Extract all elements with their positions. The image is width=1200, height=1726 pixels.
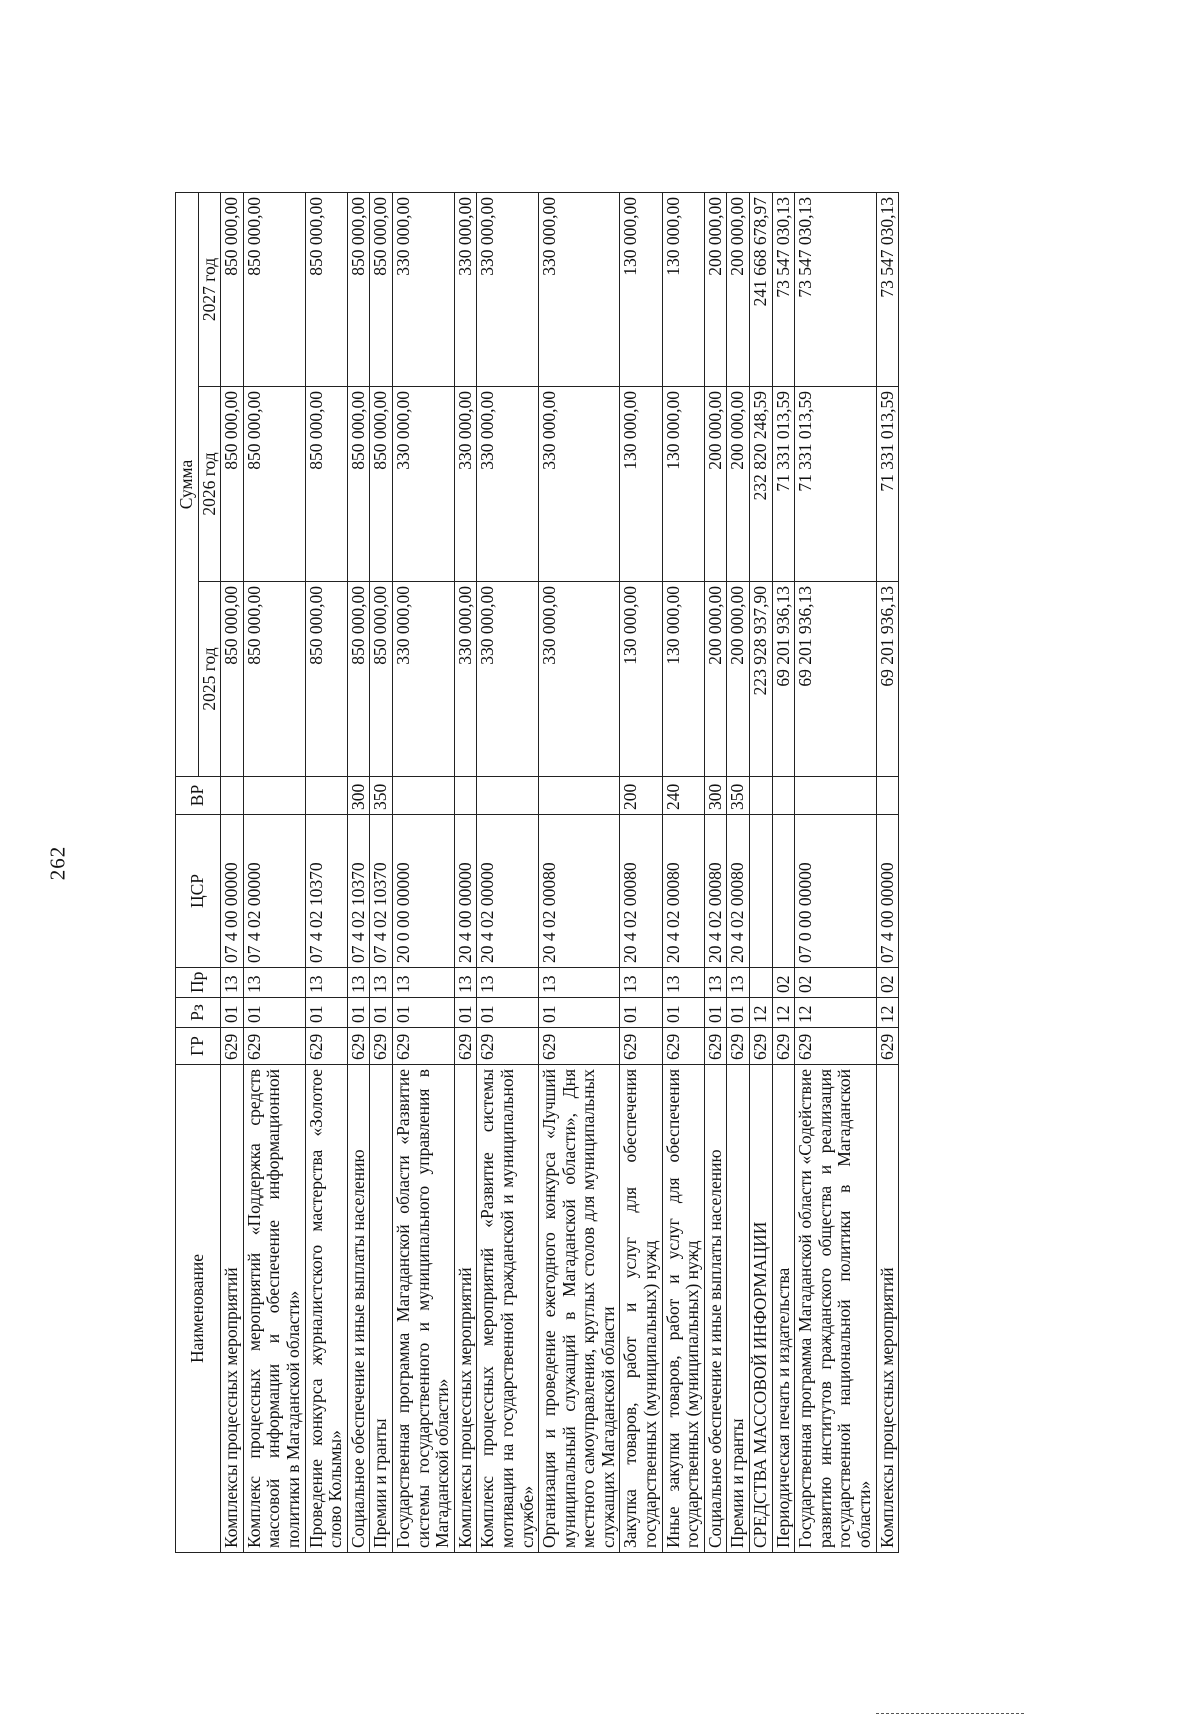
cell-csr: 07 4 02 10370 (370, 815, 393, 968)
table-row (795, 192, 876, 1552)
cell-2025: 850 000,00 (347, 582, 370, 777)
cell-csr: 07 4 02 10370 (347, 815, 370, 968)
table-body (221, 192, 899, 1552)
cell-vr: 300 (704, 777, 727, 815)
cell-2027: 130 000,00 (620, 192, 662, 386)
cell-pr: 13 (454, 968, 477, 998)
budget-table (175, 192, 899, 1553)
cell-2026: 130 000,00 (620, 387, 662, 582)
cell-name: Комплекс процессных мероприятий «Поддержка средств массовой информации и обеспечение информационной политики в Магаданской области» (243, 1065, 305, 1553)
cell-csr: 20 4 02 00080 (539, 815, 620, 968)
cell-2025: 69 201 936,13 (795, 582, 876, 777)
cell-csr: 20 4 02 00080 (662, 815, 704, 968)
cell-2027: 241 668 678,97 (750, 192, 773, 386)
rotated-table-container (175, 193, 1110, 1553)
cell-name: СРЕДСТВА МАССОВОЙ ИНФОРМАЦИИ (750, 1065, 773, 1553)
cell-2025: 69 201 936,13 (772, 582, 795, 777)
cell-vr (750, 777, 773, 815)
cell-vr (243, 777, 305, 815)
cell-gr: 629 (727, 1028, 750, 1065)
header-pr: Пр (176, 968, 221, 998)
cell-rz: 01 (392, 998, 454, 1028)
cell-2026: 71 331 013,59 (795, 387, 876, 582)
cell-gr: 629 (539, 1028, 620, 1065)
cell-2027: 850 000,00 (370, 192, 393, 386)
table-row (772, 192, 795, 1552)
cell-rz: 01 (477, 998, 539, 1028)
cell-vr: 350 (727, 777, 750, 815)
cell-name: Государственная программа Магаданской области «Содействие развитию институтов гражданского общества и реализация государственной национальной политики в Магаданской области» (795, 1065, 876, 1553)
table-row (750, 192, 773, 1552)
header-rz: Рз (176, 998, 221, 1028)
cell-pr: 13 (221, 968, 244, 998)
header-year-2025: 2025 год (198, 582, 221, 777)
header-gr: ГР (176, 1028, 221, 1065)
table-row (539, 192, 620, 1552)
cell-pr: 13 (477, 968, 539, 998)
cell-rz: 01 (539, 998, 620, 1028)
cell-gr: 629 (392, 1028, 454, 1065)
cell-2025: 200 000,00 (704, 582, 727, 777)
cell-csr: 20 0 00 00000 (392, 815, 454, 968)
cell-gr: 629 (454, 1028, 477, 1065)
cell-vr: 350 (370, 777, 393, 815)
cell-gr: 629 (704, 1028, 727, 1065)
cell-2025: 200 000,00 (727, 582, 750, 777)
cell-name: Периодическая печать и издательства (772, 1065, 795, 1553)
header-csr: ЦСР (176, 815, 221, 968)
cell-2025: 130 000,00 (662, 582, 704, 777)
cell-2025: 850 000,00 (221, 582, 244, 777)
cell-vr (795, 777, 876, 815)
cell-csr: 20 4 00 00000 (454, 815, 477, 968)
cell-csr: 20 4 02 00080 (727, 815, 750, 968)
cell-gr: 629 (305, 1028, 347, 1065)
cell-2026: 200 000,00 (727, 387, 750, 582)
cell-vr: 240 (662, 777, 704, 815)
cell-csr: 07 4 02 00000 (243, 815, 305, 968)
cell-2026: 330 000,00 (477, 387, 539, 582)
cell-name: Премии и гранты (370, 1065, 393, 1553)
header-name: Наименование (176, 1065, 221, 1553)
page-number: 262 (45, 845, 70, 881)
cell-2025: 330 000,00 (454, 582, 477, 777)
cell-vr (305, 777, 347, 815)
cell-2025: 130 000,00 (620, 582, 662, 777)
cell-rz: 12 (750, 998, 773, 1028)
cell-gr: 629 (347, 1028, 370, 1065)
cell-pr: 13 (347, 968, 370, 998)
cell-pr: 13 (539, 968, 620, 998)
cell-name: Закупка товаров, работ и услуг для обеспечения государственных (муниципальных) нужд (620, 1065, 662, 1553)
table-row (221, 192, 244, 1552)
cell-2026: 71 331 013,59 (772, 387, 795, 582)
cell-2026: 71 331 013,59 (876, 387, 899, 582)
cell-vr (454, 777, 477, 815)
cell-gr: 629 (772, 1028, 795, 1065)
cell-csr (750, 815, 773, 968)
cell-2027: 330 000,00 (454, 192, 477, 386)
cell-pr: 02 (876, 968, 899, 998)
cell-2026: 200 000,00 (704, 387, 727, 582)
cell-csr: 20 4 02 00080 (620, 815, 662, 968)
cell-2026: 232 820 248,59 (750, 387, 773, 582)
cell-2027: 200 000,00 (704, 192, 727, 386)
table-row (392, 192, 454, 1552)
cell-2027: 73 547 030,13 (772, 192, 795, 386)
cell-name: Комплексы процессных мероприятий (454, 1065, 477, 1553)
header-year-2026: 2026 год (198, 387, 221, 582)
cell-rz: 01 (370, 998, 393, 1028)
cell-2027: 73 547 030,13 (795, 192, 876, 386)
cell-pr: 02 (772, 968, 795, 998)
cell-2027: 330 000,00 (539, 192, 620, 386)
cell-2026: 330 000,00 (392, 387, 454, 582)
table-row (620, 192, 662, 1552)
cell-pr: 13 (392, 968, 454, 998)
cell-csr: 20 4 02 00080 (704, 815, 727, 968)
cell-gr: 629 (370, 1028, 393, 1065)
cell-2026: 850 000,00 (370, 387, 393, 582)
cell-2026: 850 000,00 (243, 387, 305, 582)
cell-pr: 13 (620, 968, 662, 998)
cell-csr: 07 4 00 00000 (221, 815, 244, 968)
cell-vr (221, 777, 244, 815)
cell-name: Государственная программа Магаданской области «Развитие системы государственного и муниципального управления в Магаданской области» (392, 1065, 454, 1553)
header-row-1 (176, 192, 199, 1552)
cell-pr: 13 (243, 968, 305, 998)
cell-gr: 629 (221, 1028, 244, 1065)
cell-vr (477, 777, 539, 815)
cell-gr: 629 (620, 1028, 662, 1065)
cell-2026: 130 000,00 (662, 387, 704, 582)
cell-pr: 13 (370, 968, 393, 998)
cell-name: Проведение конкурса журналистского мастерства «Золотое слово Колымы» (305, 1065, 347, 1553)
cell-csr (772, 815, 795, 968)
cell-name: Комплексы процессных мероприятий (221, 1065, 244, 1553)
table-row (662, 192, 704, 1552)
table-row (704, 192, 727, 1552)
cell-pr: 13 (662, 968, 704, 998)
cell-2027: 850 000,00 (243, 192, 305, 386)
table-row (347, 192, 370, 1552)
cell-2025: 69 201 936,13 (876, 582, 899, 777)
cell-2027: 330 000,00 (392, 192, 454, 386)
cell-pr: 13 (727, 968, 750, 998)
cell-2026: 330 000,00 (539, 387, 620, 582)
cell-csr: 20 4 02 00000 (477, 815, 539, 968)
cell-rz: 01 (620, 998, 662, 1028)
cell-gr: 629 (795, 1028, 876, 1065)
cell-2025: 330 000,00 (392, 582, 454, 777)
cell-name: Социальное обеспечение и иные выплаты населению (704, 1065, 727, 1553)
table-row (243, 192, 305, 1552)
cell-gr: 629 (876, 1028, 899, 1065)
cell-pr: 02 (795, 968, 876, 998)
cell-csr: 07 4 02 10370 (305, 815, 347, 968)
table-row (477, 192, 539, 1552)
cell-vr: 300 (347, 777, 370, 815)
header-year-2027: 2027 год (198, 192, 221, 386)
footer-divider (876, 1713, 1024, 1714)
cell-2027: 850 000,00 (347, 192, 370, 386)
cell-vr: 200 (620, 777, 662, 815)
cell-2026: 330 000,00 (454, 387, 477, 582)
cell-rz: 01 (347, 998, 370, 1028)
cell-2027: 200 000,00 (727, 192, 750, 386)
cell-gr: 629 (662, 1028, 704, 1065)
cell-name: Премии и гранты (727, 1065, 750, 1553)
header-vr: ВР (176, 777, 221, 815)
table-row (876, 192, 899, 1552)
cell-2027: 850 000,00 (221, 192, 244, 386)
cell-gr: 629 (243, 1028, 305, 1065)
cell-gr: 629 (477, 1028, 539, 1065)
cell-pr: 13 (305, 968, 347, 998)
cell-vr (539, 777, 620, 815)
table-row (454, 192, 477, 1552)
cell-2026: 850 000,00 (305, 387, 347, 582)
cell-rz: 12 (795, 998, 876, 1028)
cell-rz: 01 (662, 998, 704, 1028)
cell-pr: 13 (704, 968, 727, 998)
cell-rz: 01 (704, 998, 727, 1028)
cell-2025: 223 928 937,90 (750, 582, 773, 777)
header-sum: Сумма (176, 192, 199, 776)
cell-name: Иные закупки товаров, работ и услуг для обеспечения государственных (муниципальных) нужд (662, 1065, 704, 1553)
table-row (305, 192, 347, 1552)
cell-pr (750, 968, 773, 998)
cell-2025: 850 000,00 (243, 582, 305, 777)
cell-rz: 01 (727, 998, 750, 1028)
cell-2026: 850 000,00 (221, 387, 244, 582)
cell-vr (392, 777, 454, 815)
cell-vr (876, 777, 899, 815)
cell-2025: 850 000,00 (370, 582, 393, 777)
cell-2027: 73 547 030,13 (876, 192, 899, 386)
cell-name: Комплекс процессных мероприятий «Развитие системы мотивации на государственной гражданской и муниципальной службе» (477, 1065, 539, 1553)
cell-2027: 130 000,00 (662, 192, 704, 386)
cell-rz: 12 (876, 998, 899, 1028)
cell-rz: 01 (221, 998, 244, 1028)
cell-rz: 01 (243, 998, 305, 1028)
table-row (727, 192, 750, 1552)
cell-2025: 330 000,00 (477, 582, 539, 777)
cell-2027: 330 000,00 (477, 192, 539, 386)
cell-name: Социальное обеспечение и иные выплаты населению (347, 1065, 370, 1553)
cell-2025: 850 000,00 (305, 582, 347, 777)
cell-rz: 01 (305, 998, 347, 1028)
table-row (370, 192, 393, 1552)
cell-name: Комплексы процессных мероприятий (876, 1065, 899, 1553)
cell-rz: 12 (772, 998, 795, 1028)
cell-vr (772, 777, 795, 815)
cell-rz: 01 (454, 998, 477, 1028)
cell-2025: 330 000,00 (539, 582, 620, 777)
cell-csr: 07 4 00 00000 (876, 815, 899, 968)
cell-name: Организация и проведение ежегодного конкурса «Лучший муниципальный служащий в Магаданской области», Дня местного самоуправления, круглых столов для муниципальных служащих Магаданской области (539, 1065, 620, 1553)
cell-csr: 07 0 00 00000 (795, 815, 876, 968)
cell-2026: 850 000,00 (347, 387, 370, 582)
cell-gr: 629 (750, 1028, 773, 1065)
cell-2027: 850 000,00 (305, 192, 347, 386)
